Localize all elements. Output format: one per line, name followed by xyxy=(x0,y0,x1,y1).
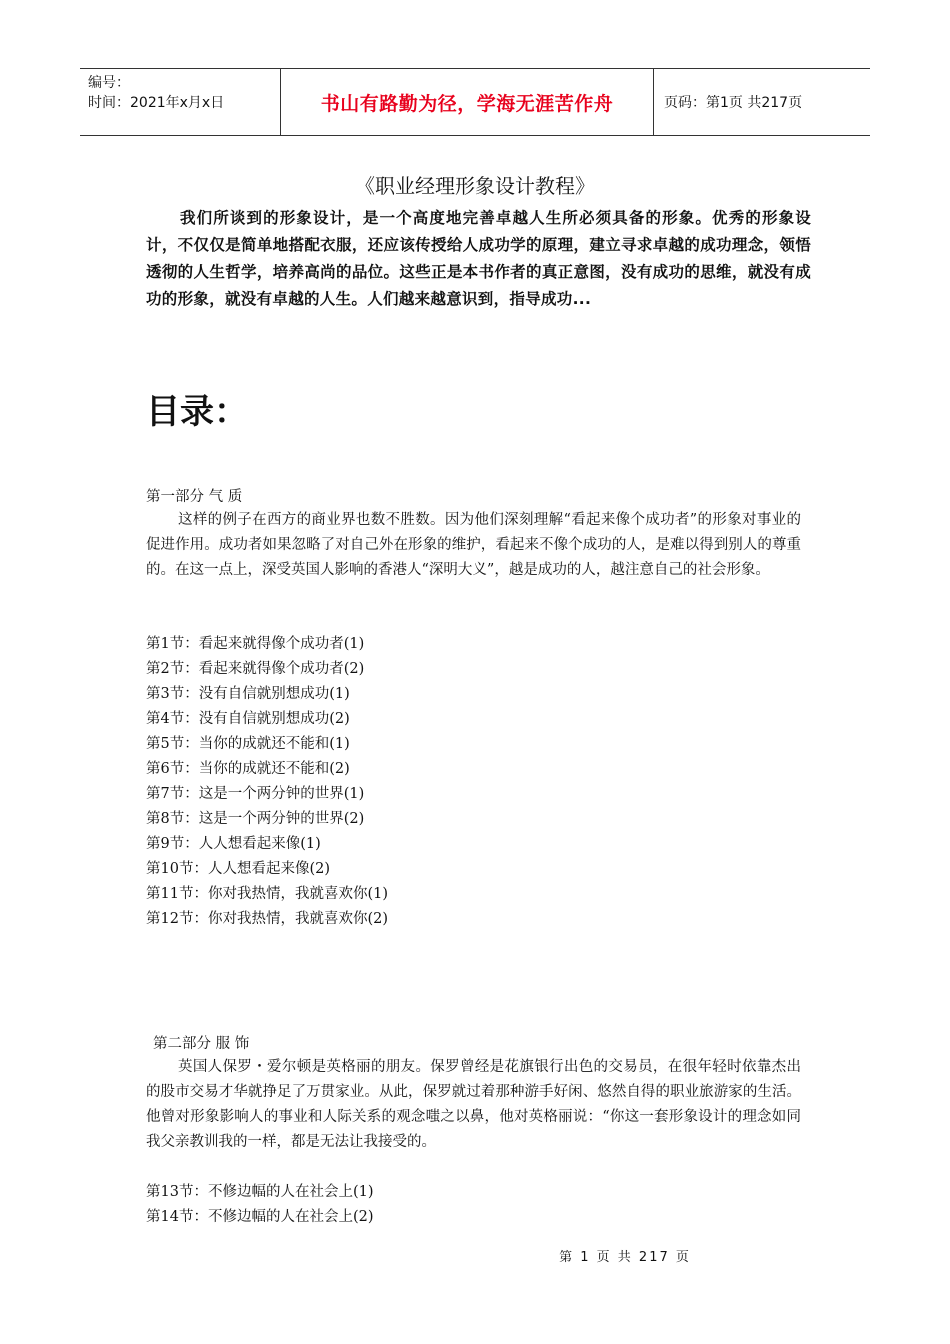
header-motto: 书山有路勤为径，学海无涯苦作舟 xyxy=(280,69,654,135)
section-item[interactable]: 第1节：看起来就得像个成功者(1) xyxy=(146,636,365,652)
intro-paragraph: 我们所谈到的形象设计，是一个高度地完善卓越人生所必须具备的形象。优秀的形象设计，不仅仅是简单地搭配衣服，还应该传授给人成功学的原理，建立寻求卓越的成功理念，领悟透彻的人生哲学，培养高尚的品位。这些正是本书作者的真正意图，没有成功的思维，就没有成功的形象，就没有卓越的人生。人们越来越意识到，指导成功... xyxy=(146,209,811,308)
section-item[interactable]: 第12节：你对我热情，我就喜欢你(2) xyxy=(146,911,388,927)
section-item[interactable]: 第6节：当你的成就还不能和(2) xyxy=(146,761,350,777)
section-item[interactable]: 第7节：这是一个两分钟的世界(1) xyxy=(146,786,365,802)
header-meta xyxy=(80,69,280,135)
toc-heading: 目录： xyxy=(146,392,248,432)
section-item[interactable]: 第2节：看起来就得像个成功者(2) xyxy=(146,661,365,677)
section-item[interactable]: 第9节：人人想看起来像(1) xyxy=(146,836,321,852)
section-item[interactable]: 第8节：这是一个两分钟的世界(2) xyxy=(146,811,365,827)
section-item[interactable]: 第14节：不修边幅的人在社会上(2) xyxy=(146,1209,374,1225)
section-item[interactable]: 第3节：没有自信就别想成功(1) xyxy=(146,686,350,702)
section-item[interactable]: 第10节：人人想看起来像(2) xyxy=(146,861,330,877)
section-item[interactable]: 第13节：不修边幅的人在社会上(1) xyxy=(146,1184,374,1200)
section-item[interactable]: 第11节：你对我热情，我就喜欢你(1) xyxy=(146,886,388,902)
part1-paragraph: 这样的例子在西方的商业界也数不胜数。因为他们深刻理解“看起来像个成功者”的形象对事业的促进作用。成功者如果忽略了对自己外在形象的维护，看起来不像个成功的人，是难以得到别人的尊重的。在这一点上，深受英国人影响的香港人“深明大义”，越是成功的人，越注意自己的社会形象。 xyxy=(146,512,801,578)
header-number-label: 编号： xyxy=(88,75,130,91)
section-item[interactable]: 第4节：没有自信就别想成功(2) xyxy=(146,711,350,727)
page-footer: 第 1 页 共 217 页 xyxy=(559,1250,691,1265)
part2-title: 第二部分 服 饰 xyxy=(153,1036,250,1052)
document-title: 《职业经理形象设计教程》 xyxy=(355,174,595,198)
document-header xyxy=(80,68,870,136)
section-item[interactable]: 第5节：当你的成就还不能和(1) xyxy=(146,736,350,752)
part1-title: 第一部分 气 质 xyxy=(146,489,243,505)
part1-section-list xyxy=(146,632,388,932)
header-date: 时间：2021年x月x日 xyxy=(88,95,225,111)
part2-section-list xyxy=(146,1180,374,1230)
header-page-info: 页码：第1页 共217页 xyxy=(664,95,803,111)
part2-paragraph: 英国人保罗・爱尔顿是英格丽的朋友。保罗曾经是花旗银行出色的交易员，在很年轻时依靠杰出的股市交易才华就挣足了万贯家业。从此，保罗就过着那种游手好闲、悠然自得的职业旅游家的生活。他曾对形象影响人的事业和人际关系的观念嗤之以鼻，他对英格丽说：“你这一套形象设计的理念如同我父亲教训我的一样，都是无法让我接受的。 xyxy=(146,1059,801,1150)
